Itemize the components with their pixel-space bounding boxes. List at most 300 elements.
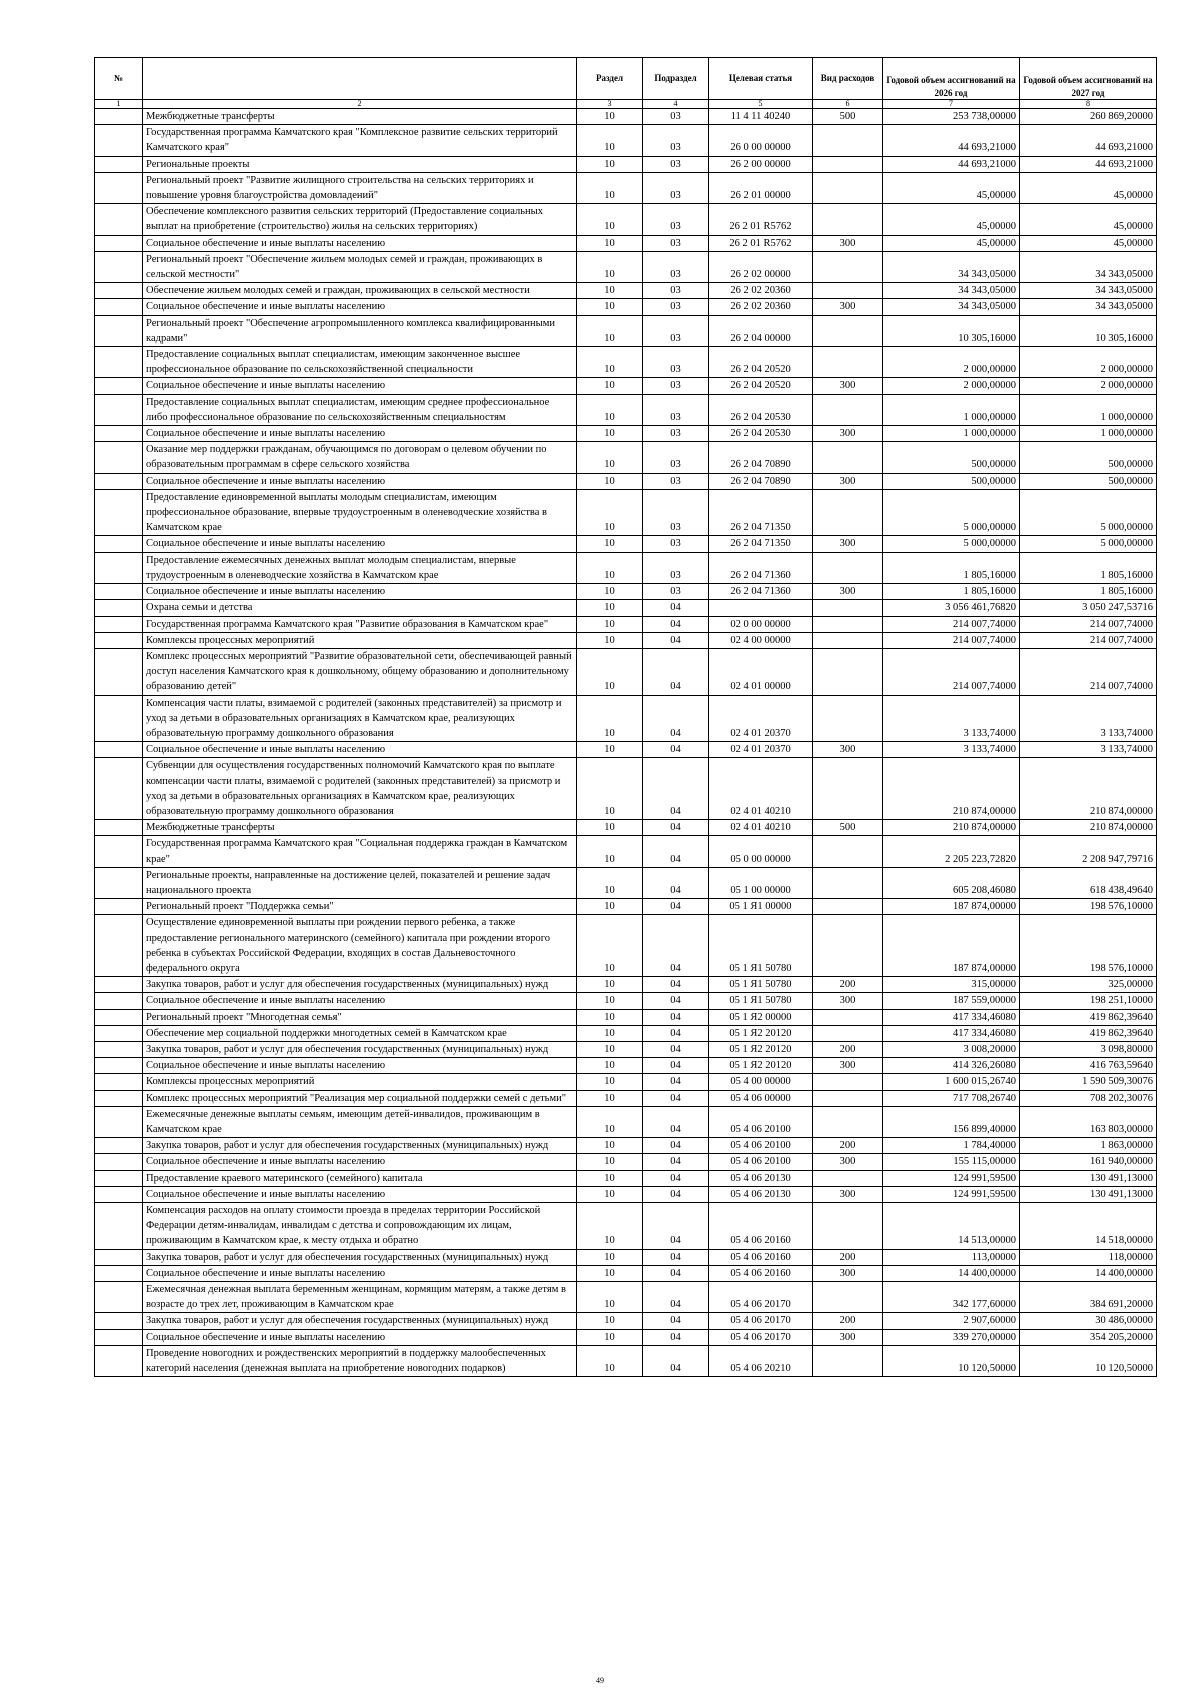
section-cell: 10 <box>577 648 643 695</box>
amount-2027-cell: 3 050 247,53716 <box>1020 600 1157 616</box>
section-cell: 10 <box>577 426 643 442</box>
table-row <box>95 1265 1157 1281</box>
item-name-cell: Субвенции для осуществления государственных полномочий Камчатского края по выплате компенсации части платы, взимаемой с родителей (законных представителей) за присмотр и уход за детьми в образовательных организациях в Камчатском крае, реализующих образовательную программу дошкольного образования <box>143 758 577 820</box>
section-cell: 10 <box>577 283 643 299</box>
amount-2027-cell: 44 693,21000 <box>1020 125 1157 156</box>
target-article-cell: 05 1 Я2 20120 <box>709 1041 813 1057</box>
header-expense-type: Вид расходов <box>813 58 883 100</box>
amount-2027-cell: 34 343,05000 <box>1020 299 1157 315</box>
amount-2027-cell: 1 805,16000 <box>1020 552 1157 583</box>
subsection-cell: 04 <box>643 899 709 915</box>
expense-type-cell <box>813 1025 883 1041</box>
section-cell: 10 <box>577 820 643 836</box>
amount-2027-cell: 45,00000 <box>1020 204 1157 235</box>
amount-2027-cell: 500,00000 <box>1020 473 1157 489</box>
amount-2026-cell: 1 784,40000 <box>883 1138 1020 1154</box>
item-name-cell: Комплекс процессных мероприятий "Реализация мер социальной поддержки семей с детьми" <box>143 1090 577 1106</box>
table-row <box>95 1170 1157 1186</box>
target-article-cell: 11 4 11 40240 <box>709 109 813 125</box>
subsection-cell: 03 <box>643 251 709 282</box>
item-name-cell: Комплекс процессных мероприятий "Развитие образовательной сети, обеспечивающей равный доступ населения Камчатского края к дошкольному, общему образованию и дополнительному образованию детей" <box>143 648 577 695</box>
row-number-cell <box>95 347 143 378</box>
target-article-cell: 05 1 00 00000 <box>709 867 813 898</box>
expense-type-cell <box>813 648 883 695</box>
expense-type-cell <box>813 315 883 346</box>
amount-2027-cell: 198 576,10000 <box>1020 915 1157 977</box>
subsection-cell: 04 <box>643 600 709 616</box>
item-name-cell: Закупка товаров, работ и услуг для обеспечения государственных (муниципальных) нужд <box>143 1041 577 1057</box>
expense-type-cell: 200 <box>813 1313 883 1329</box>
row-number-cell <box>95 1313 143 1329</box>
table-row <box>95 1329 1157 1345</box>
amount-2027-cell: 45,00000 <box>1020 172 1157 203</box>
amount-2027-cell: 214 007,74000 <box>1020 648 1157 695</box>
expense-type-cell: 300 <box>813 378 883 394</box>
amount-2026-cell: 124 991,59500 <box>883 1186 1020 1202</box>
row-number-cell <box>95 758 143 820</box>
section-cell: 10 <box>577 1203 643 1250</box>
table-row <box>95 235 1157 251</box>
table-row <box>95 251 1157 282</box>
expense-type-cell: 500 <box>813 820 883 836</box>
section-cell: 10 <box>577 489 643 536</box>
amount-2027-cell: 500,00000 <box>1020 442 1157 473</box>
item-name-cell: Предоставление социальных выплат специалистам, имеющим законченное высшее профессиональное образование по сельскохозяйственной специальности <box>143 347 577 378</box>
amount-2027-cell: 708 202,30076 <box>1020 1090 1157 1106</box>
amount-2027-cell: 419 862,39640 <box>1020 1009 1157 1025</box>
subsection-cell: 04 <box>643 1249 709 1265</box>
row-number-cell <box>95 394 143 425</box>
subsection-cell: 03 <box>643 172 709 203</box>
expense-type-cell: 300 <box>813 235 883 251</box>
item-name-cell: Охрана семьи и детства <box>143 600 577 616</box>
target-article-cell: 05 1 Я1 50780 <box>709 993 813 1009</box>
header-name <box>143 58 577 100</box>
row-number-cell <box>95 1282 143 1313</box>
amount-2026-cell: 214 007,74000 <box>883 648 1020 695</box>
section-cell: 10 <box>577 1186 643 1202</box>
subsection-cell: 04 <box>643 977 709 993</box>
item-name-cell: Ежемесячные денежные выплаты семьям, имеющим детей-инвалидов, проживающим в Камчатском крае <box>143 1106 577 1137</box>
target-article-cell: 26 2 02 20360 <box>709 299 813 315</box>
section-cell: 10 <box>577 204 643 235</box>
amount-2026-cell: 210 874,00000 <box>883 820 1020 836</box>
amount-2026-cell: 45,00000 <box>883 172 1020 203</box>
section-cell: 10 <box>577 235 643 251</box>
section-cell: 10 <box>577 1249 643 1265</box>
table-row <box>95 899 1157 915</box>
section-cell: 10 <box>577 742 643 758</box>
row-number-cell <box>95 299 143 315</box>
subsection-cell: 03 <box>643 584 709 600</box>
table-row <box>95 1074 1157 1090</box>
amount-2027-cell: 416 763,59640 <box>1020 1058 1157 1074</box>
expense-type-cell <box>813 552 883 583</box>
section-cell: 10 <box>577 172 643 203</box>
target-article-cell: 05 4 06 20130 <box>709 1186 813 1202</box>
row-number-cell <box>95 1249 143 1265</box>
table-row <box>95 758 1157 820</box>
amount-2027-cell: 10 305,16000 <box>1020 315 1157 346</box>
table-row <box>95 1058 1157 1074</box>
row-number-cell <box>95 632 143 648</box>
subsection-cell: 04 <box>643 1138 709 1154</box>
item-name-cell: Региональный проект "Многодетная семья" <box>143 1009 577 1025</box>
expense-type-cell <box>813 600 883 616</box>
subsection-cell: 04 <box>643 1058 709 1074</box>
amount-2026-cell: 214 007,74000 <box>883 632 1020 648</box>
expense-type-cell: 200 <box>813 1041 883 1057</box>
amount-2026-cell: 2 000,00000 <box>883 378 1020 394</box>
amount-2026-cell: 44 693,21000 <box>883 156 1020 172</box>
subsection-cell: 03 <box>643 109 709 125</box>
expense-type-cell: 300 <box>813 1265 883 1281</box>
expense-type-cell <box>813 899 883 915</box>
amount-2026-cell: 187 559,00000 <box>883 993 1020 1009</box>
expense-type-cell <box>813 125 883 156</box>
item-name-cell: Закупка товаров, работ и услуг для обеспечения государственных (муниципальных) нужд <box>143 1313 577 1329</box>
row-number-cell <box>95 235 143 251</box>
target-article-cell: 26 0 00 00000 <box>709 125 813 156</box>
row-number-cell <box>95 1025 143 1041</box>
subsection-cell: 03 <box>643 299 709 315</box>
expense-type-cell <box>813 156 883 172</box>
subsection-cell: 04 <box>643 1282 709 1313</box>
column-number: 3 <box>577 100 643 109</box>
section-cell: 10 <box>577 1154 643 1170</box>
expense-type-cell: 300 <box>813 1186 883 1202</box>
table-row <box>95 1203 1157 1250</box>
expense-type-cell: 200 <box>813 1138 883 1154</box>
header-amount-2026: Годовой объем ассигнований на 2026 год <box>883 58 1020 100</box>
section-cell: 10 <box>577 1170 643 1186</box>
amount-2027-cell: 45,00000 <box>1020 235 1157 251</box>
subsection-cell: 04 <box>643 758 709 820</box>
subsection-cell: 03 <box>643 442 709 473</box>
item-name-cell: Социальное обеспечение и иные выплаты населению <box>143 1154 577 1170</box>
target-article-cell: 05 4 06 20100 <box>709 1106 813 1137</box>
section-cell: 10 <box>577 1329 643 1345</box>
item-name-cell: Социальное обеспечение и иные выплаты населению <box>143 993 577 1009</box>
expense-type-cell: 300 <box>813 742 883 758</box>
target-article-cell: 26 2 04 70890 <box>709 473 813 489</box>
amount-2026-cell: 45,00000 <box>883 204 1020 235</box>
item-name-cell: Предоставление единовременной выплаты молодым специалистам, имеющим профессиональное образование, впервые трудоустроенным в оленеводческие хозяйства в Камчатском крае <box>143 489 577 536</box>
table-row <box>95 378 1157 394</box>
row-number-cell <box>95 1058 143 1074</box>
amount-2026-cell: 5 000,00000 <box>883 489 1020 536</box>
target-article-cell: 26 2 02 00000 <box>709 251 813 282</box>
table-row <box>95 394 1157 425</box>
amount-2026-cell: 315,00000 <box>883 977 1020 993</box>
table-row <box>95 1186 1157 1202</box>
amount-2026-cell: 605 208,46080 <box>883 867 1020 898</box>
target-article-cell: 26 2 04 71360 <box>709 584 813 600</box>
section-cell: 10 <box>577 977 643 993</box>
item-name-cell: Компенсация части платы, взимаемой с родителей (законных представителей) за присмотр и уход за детьми в образовательных организациях в Камчатском крае, реализующих образовательную программу дошкольного образования <box>143 695 577 742</box>
section-cell: 10 <box>577 1313 643 1329</box>
row-number-cell <box>95 1106 143 1137</box>
table-row <box>95 1249 1157 1265</box>
item-name-cell: Социальное обеспечение и иные выплаты населению <box>143 299 577 315</box>
section-cell: 10 <box>577 616 643 632</box>
target-article-cell: 26 2 04 20520 <box>709 378 813 394</box>
target-article-cell: 26 2 04 71350 <box>709 489 813 536</box>
row-number-cell <box>95 251 143 282</box>
amount-2026-cell: 5 000,00000 <box>883 536 1020 552</box>
subsection-cell: 04 <box>643 1170 709 1186</box>
amount-2026-cell: 1 000,00000 <box>883 394 1020 425</box>
section-cell: 10 <box>577 993 643 1009</box>
table-row <box>95 109 1157 125</box>
item-name-cell: Социальное обеспечение и иные выплаты населению <box>143 1329 577 1345</box>
amount-2026-cell: 500,00000 <box>883 442 1020 473</box>
section-cell: 10 <box>577 378 643 394</box>
amount-2027-cell: 10 120,50000 <box>1020 1345 1157 1376</box>
amount-2026-cell: 3 133,74000 <box>883 695 1020 742</box>
subsection-cell: 03 <box>643 347 709 378</box>
expense-type-cell <box>813 695 883 742</box>
subsection-cell: 04 <box>643 1041 709 1057</box>
table-row <box>95 584 1157 600</box>
table-row <box>95 299 1157 315</box>
item-name-cell: Региональные проекты, направленные на достижение целей, показателей и решение задач национального проекта <box>143 867 577 898</box>
row-number-cell <box>95 648 143 695</box>
expense-type-cell <box>813 489 883 536</box>
target-article-cell: 05 1 Я2 00000 <box>709 1009 813 1025</box>
subsection-cell: 03 <box>643 315 709 346</box>
item-name-cell: Государственная программа Камчатского края "Комплексное развитие сельских территорий Камчатского края" <box>143 125 577 156</box>
subsection-cell: 04 <box>643 1154 709 1170</box>
amount-2026-cell: 3 133,74000 <box>883 742 1020 758</box>
amount-2027-cell: 1 590 509,30076 <box>1020 1074 1157 1090</box>
item-name-cell: Межбюджетные трансферты <box>143 109 577 125</box>
header-number: № <box>95 58 143 100</box>
table-row <box>95 426 1157 442</box>
amount-2026-cell: 3 056 461,76820 <box>883 600 1020 616</box>
amount-2027-cell: 2 000,00000 <box>1020 378 1157 394</box>
subsection-cell: 04 <box>643 993 709 1009</box>
row-number-cell <box>95 1170 143 1186</box>
amount-2027-cell: 354 205,20000 <box>1020 1329 1157 1345</box>
expense-type-cell: 200 <box>813 977 883 993</box>
expense-type-cell: 300 <box>813 1154 883 1170</box>
row-number-cell <box>95 442 143 473</box>
subsection-cell: 04 <box>643 742 709 758</box>
row-number-cell <box>95 836 143 867</box>
target-article-cell: 26 2 04 20530 <box>709 394 813 425</box>
subsection-cell: 04 <box>643 1265 709 1281</box>
table-row <box>95 1138 1157 1154</box>
amount-2026-cell: 414 326,26080 <box>883 1058 1020 1074</box>
section-cell: 10 <box>577 1041 643 1057</box>
amount-2026-cell: 10 305,16000 <box>883 315 1020 346</box>
expense-type-cell <box>813 836 883 867</box>
expense-type-cell <box>813 1009 883 1025</box>
expense-type-cell <box>813 251 883 282</box>
subsection-cell: 04 <box>643 1025 709 1041</box>
amount-2027-cell: 5 000,00000 <box>1020 489 1157 536</box>
item-name-cell: Региональный проект "Поддержка семьи" <box>143 899 577 915</box>
amount-2027-cell: 3 133,74000 <box>1020 742 1157 758</box>
section-cell: 10 <box>577 695 643 742</box>
row-number-cell <box>95 1074 143 1090</box>
column-number: 5 <box>709 100 813 109</box>
target-article-cell: 05 1 Я1 50780 <box>709 915 813 977</box>
amount-2027-cell: 325,00000 <box>1020 977 1157 993</box>
table-row <box>95 204 1157 235</box>
section-cell: 10 <box>577 394 643 425</box>
table-row <box>95 536 1157 552</box>
target-article-cell: 05 4 06 20160 <box>709 1265 813 1281</box>
expense-type-cell: 300 <box>813 473 883 489</box>
item-name-cell: Проведение новогодних и рождественских мероприятий в поддержку малообеспеченных категорий населения (денежная выплата на приобретение новогодних подарков) <box>143 1345 577 1376</box>
row-number-cell <box>95 977 143 993</box>
amount-2027-cell: 34 343,05000 <box>1020 251 1157 282</box>
section-cell: 10 <box>577 473 643 489</box>
table-row <box>95 915 1157 977</box>
item-name-cell: Социальное обеспечение и иные выплаты населению <box>143 235 577 251</box>
section-cell: 10 <box>577 915 643 977</box>
target-article-cell: 05 0 00 00000 <box>709 836 813 867</box>
target-article-cell: 02 4 01 20370 <box>709 742 813 758</box>
expense-type-cell: 300 <box>813 584 883 600</box>
subsection-cell: 04 <box>643 1313 709 1329</box>
amount-2027-cell: 130 491,13000 <box>1020 1186 1157 1202</box>
target-article-cell: 26 2 04 70890 <box>709 442 813 473</box>
row-number-cell <box>95 1009 143 1025</box>
row-number-cell <box>95 283 143 299</box>
expense-type-cell: 300 <box>813 993 883 1009</box>
target-article-cell: 05 4 00 00000 <box>709 1074 813 1090</box>
target-article-cell: 26 2 00 00000 <box>709 156 813 172</box>
subsection-cell: 03 <box>643 378 709 394</box>
section-cell: 10 <box>577 1090 643 1106</box>
expense-type-cell: 300 <box>813 1058 883 1074</box>
section-cell: 10 <box>577 1138 643 1154</box>
target-article-cell: 02 4 01 20370 <box>709 695 813 742</box>
subsection-cell: 04 <box>643 1186 709 1202</box>
target-article-cell <box>709 600 813 616</box>
table-row <box>95 125 1157 156</box>
table-row <box>95 1041 1157 1057</box>
item-name-cell: Региональный проект "Обеспечение агропромышленного комплекса квалифицированными кадрами" <box>143 315 577 346</box>
subsection-cell: 04 <box>643 695 709 742</box>
row-number-cell <box>95 426 143 442</box>
target-article-cell: 05 1 Я1 00000 <box>709 899 813 915</box>
section-cell: 10 <box>577 600 643 616</box>
expense-type-cell <box>813 1074 883 1090</box>
section-cell: 10 <box>577 1265 643 1281</box>
header-section: Раздел <box>577 58 643 100</box>
target-article-cell: 26 2 04 71350 <box>709 536 813 552</box>
amount-2026-cell: 2 907,60000 <box>883 1313 1020 1329</box>
column-number: 1 <box>95 100 143 109</box>
subsection-cell: 03 <box>643 394 709 425</box>
row-number-cell <box>95 315 143 346</box>
target-article-cell: 02 4 01 40210 <box>709 820 813 836</box>
table-row <box>95 489 1157 536</box>
item-name-cell: Социальное обеспечение и иные выплаты населению <box>143 473 577 489</box>
amount-2027-cell: 1 805,16000 <box>1020 584 1157 600</box>
amount-2027-cell: 198 576,10000 <box>1020 899 1157 915</box>
table-row <box>95 442 1157 473</box>
amount-2026-cell: 1 000,00000 <box>883 426 1020 442</box>
target-article-cell: 05 4 06 20100 <box>709 1154 813 1170</box>
item-name-cell: Комплексы процессных мероприятий <box>143 1074 577 1090</box>
target-article-cell: 05 4 06 20130 <box>709 1170 813 1186</box>
section-cell: 10 <box>577 109 643 125</box>
item-name-cell: Закупка товаров, работ и услуг для обеспечения государственных (муниципальных) нужд <box>143 977 577 993</box>
item-name-cell: Государственная программа Камчатского края "Развитие образования в Камчатском крае" <box>143 616 577 632</box>
table-row <box>95 993 1157 1009</box>
item-name-cell: Социальное обеспечение и иные выплаты населению <box>143 1186 577 1202</box>
subsection-cell: 03 <box>643 156 709 172</box>
amount-2026-cell: 187 874,00000 <box>883 915 1020 977</box>
expense-type-cell <box>813 283 883 299</box>
target-article-cell: 26 2 04 20520 <box>709 347 813 378</box>
expense-type-cell <box>813 347 883 378</box>
header-row <box>95 58 1157 100</box>
amount-2026-cell: 417 334,46080 <box>883 1025 1020 1041</box>
section-cell: 10 <box>577 552 643 583</box>
expense-type-cell: 300 <box>813 299 883 315</box>
subsection-cell: 04 <box>643 1009 709 1025</box>
expense-type-cell: 200 <box>813 1249 883 1265</box>
item-name-cell: Осуществление единовременной выплаты при рождении первого ребенка, а также предоставление регионального материнского (семейного) капитала при рождении второго ребенка в субъектах Российской Федерации, входящих в состав Дальневосточного федерального округа <box>143 915 577 977</box>
target-article-cell: 26 2 04 20530 <box>709 426 813 442</box>
row-number-cell <box>95 600 143 616</box>
section-cell: 10 <box>577 1074 643 1090</box>
item-name-cell: Предоставление ежемесячных денежных выплат молодым специалистам, впервые трудоустроенным в оленеводческие хозяйства в Камчатском крае <box>143 552 577 583</box>
row-number-cell <box>95 125 143 156</box>
amount-2027-cell: 14 518,00000 <box>1020 1203 1157 1250</box>
section-cell: 10 <box>577 299 643 315</box>
row-number-cell <box>95 1203 143 1250</box>
amount-2026-cell: 253 738,00000 <box>883 109 1020 125</box>
table-row <box>95 1313 1157 1329</box>
subsection-cell: 04 <box>643 1090 709 1106</box>
section-cell: 10 <box>577 1345 643 1376</box>
item-name-cell: Социальное обеспечение и иные выплаты населению <box>143 742 577 758</box>
amount-2026-cell: 2 000,00000 <box>883 347 1020 378</box>
expense-type-cell <box>813 1345 883 1376</box>
amount-2026-cell: 339 270,00000 <box>883 1329 1020 1345</box>
section-cell: 10 <box>577 836 643 867</box>
table-row <box>95 836 1157 867</box>
subsection-cell: 04 <box>643 632 709 648</box>
section-cell: 10 <box>577 251 643 282</box>
column-number: 4 <box>643 100 709 109</box>
subsection-cell: 04 <box>643 648 709 695</box>
amount-2027-cell: 2 000,00000 <box>1020 347 1157 378</box>
section-cell: 10 <box>577 1106 643 1137</box>
target-article-cell: 02 4 00 00000 <box>709 632 813 648</box>
row-number-cell <box>95 1345 143 1376</box>
amount-2026-cell: 10 120,50000 <box>883 1345 1020 1376</box>
row-number-cell <box>95 109 143 125</box>
column-number: 2 <box>143 100 577 109</box>
item-name-cell: Региональные проекты <box>143 156 577 172</box>
expense-type-cell <box>813 632 883 648</box>
amount-2027-cell: 618 438,49640 <box>1020 867 1157 898</box>
header-amount-2027: Годовой объем ассигнований на 2027 год <box>1020 58 1157 100</box>
table-row <box>95 347 1157 378</box>
expense-type-cell <box>813 758 883 820</box>
amount-2027-cell: 30 486,00000 <box>1020 1313 1157 1329</box>
header-target-article: Целевая статья <box>709 58 813 100</box>
amount-2027-cell: 419 862,39640 <box>1020 1025 1157 1041</box>
